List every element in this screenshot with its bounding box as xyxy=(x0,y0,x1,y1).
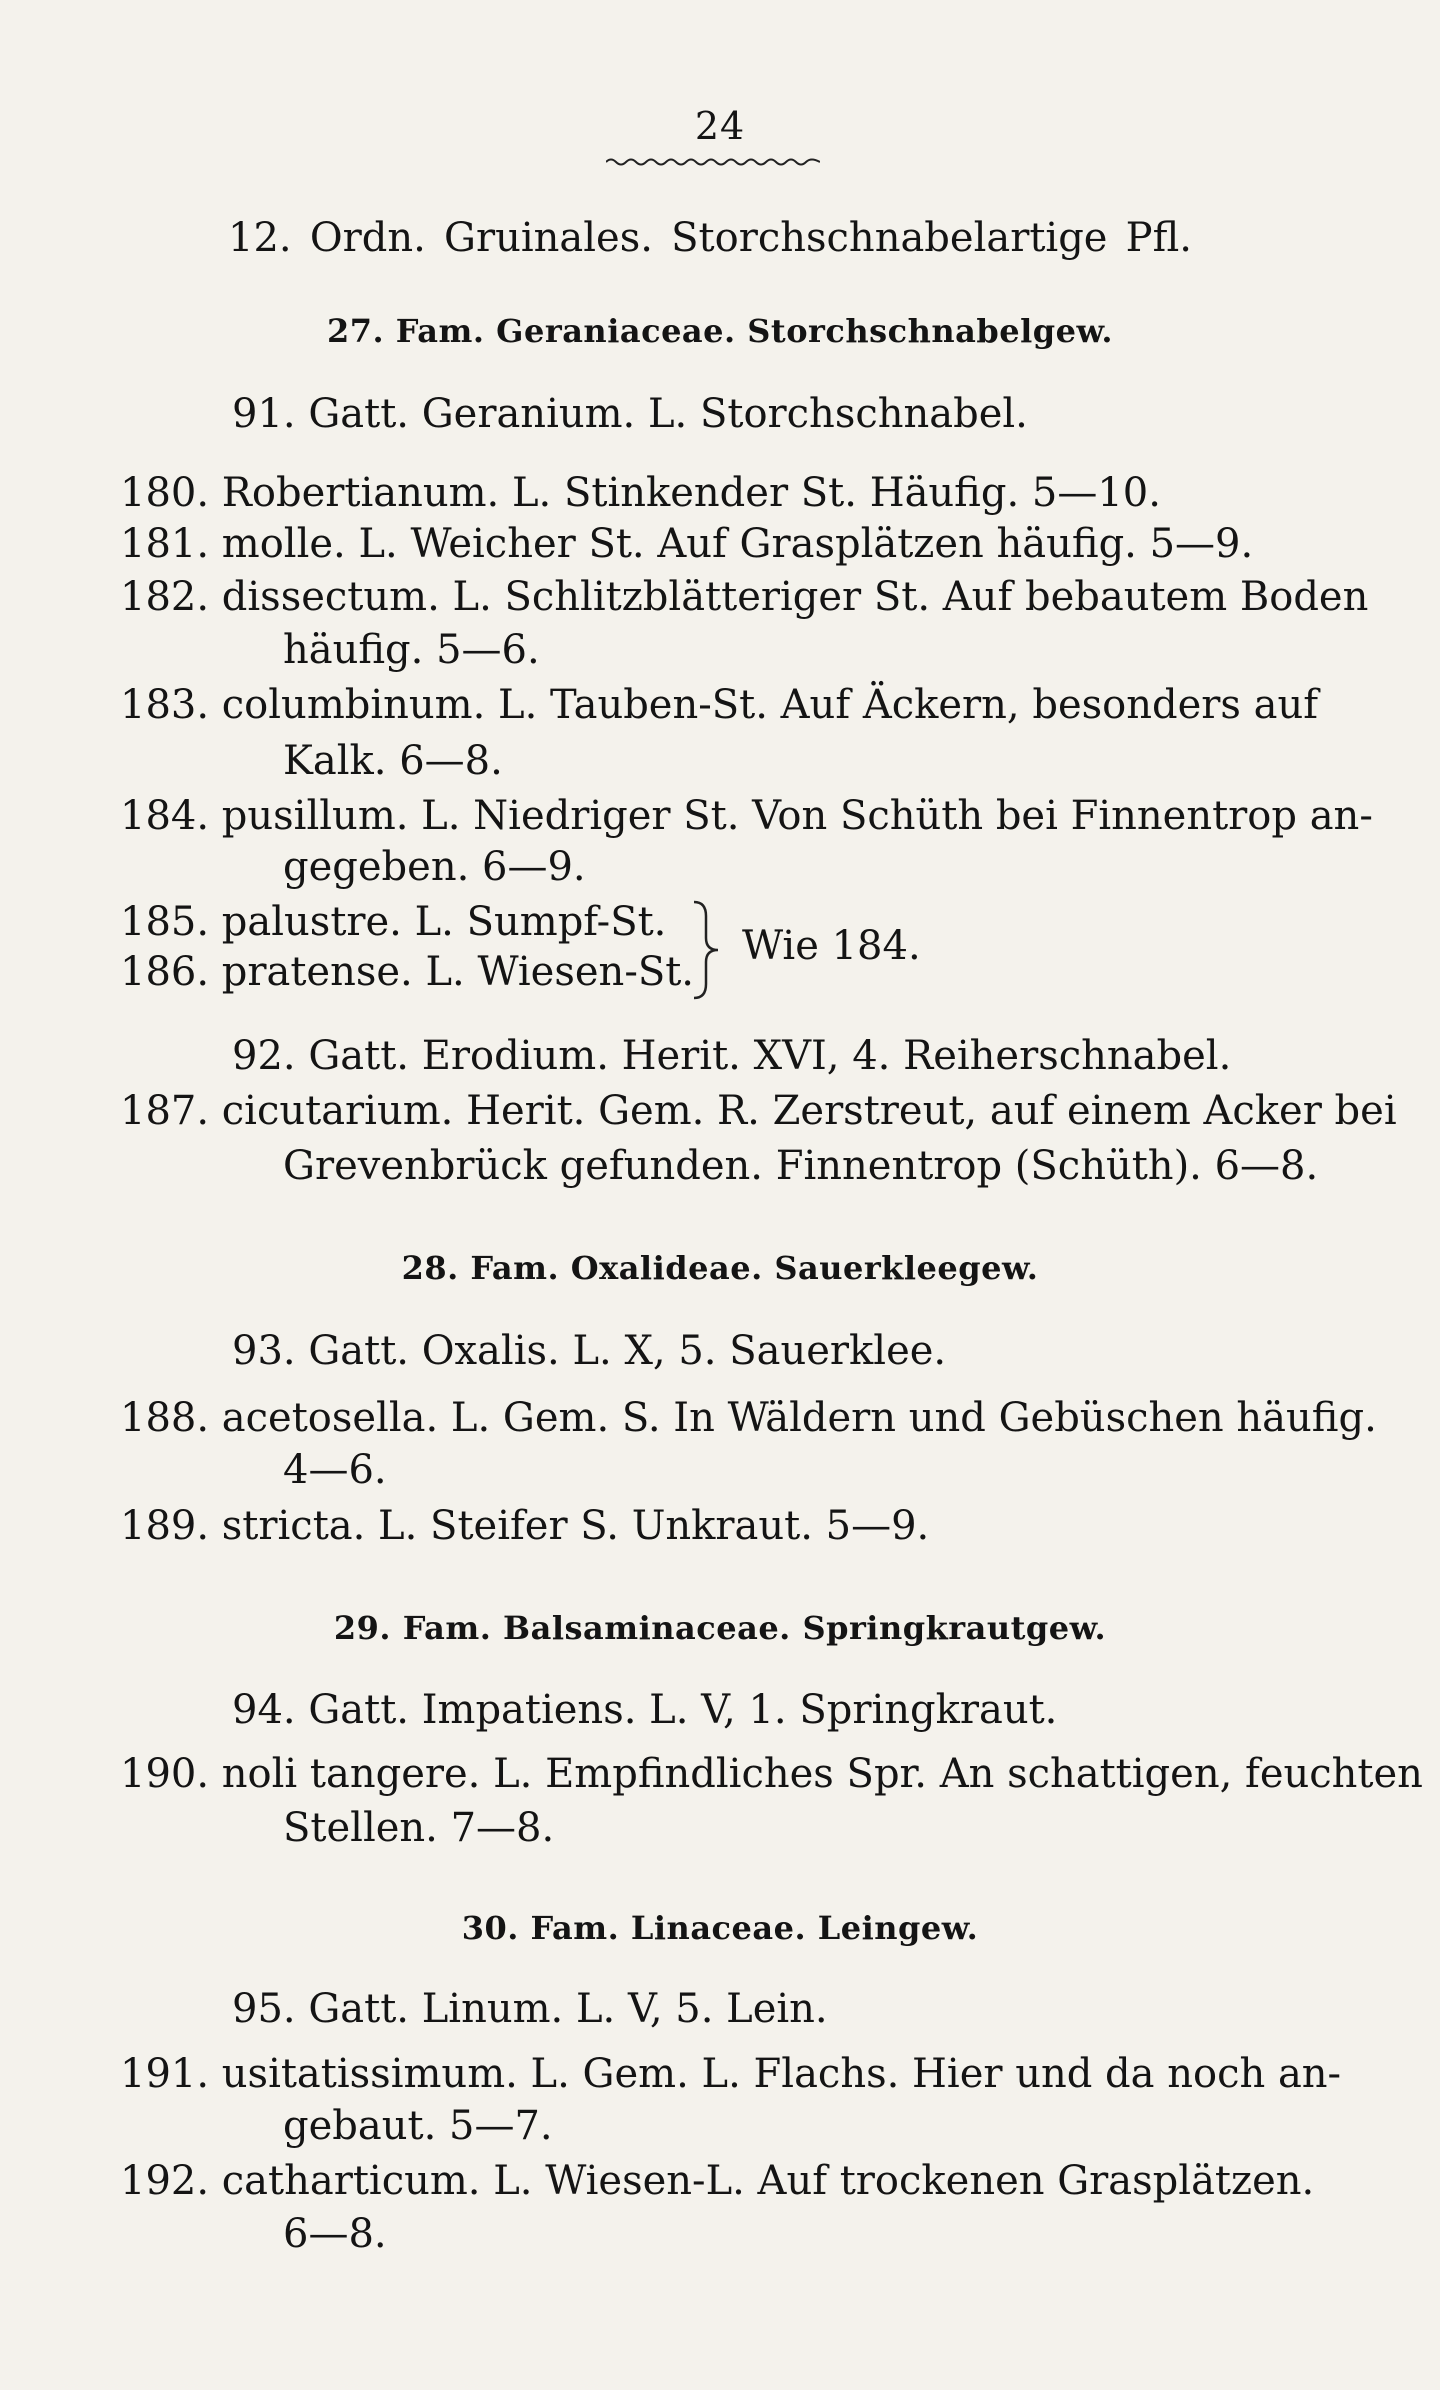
species-entry: 181. molle. L. Weicher St. Auf Grasplätzen häufig. 5—9. xyxy=(120,521,1254,567)
family-heading: 29. Fam. Balsaminaceae. Springkrautgew. xyxy=(333,1609,1107,1647)
species-continuation: gebaut. 5—7. xyxy=(283,2103,553,2149)
species-continuation: 4—6. xyxy=(283,1447,387,1493)
species-continuation: Grevenbrück gefunden. Finnentrop (Schüth). 6—8. xyxy=(283,1143,1319,1189)
species-entry: 191. usitatissimum. L. Gem. L. Flachs. Hier und da noch an- xyxy=(120,2051,1342,2097)
species-entry: 184. pusillum. L. Niedriger St. Von Schüth bei Finnentrop an- xyxy=(120,793,1373,839)
genus-line: 91. Gatt. Geranium. L. Storchschnabel. xyxy=(232,391,1028,437)
page-number: 24 xyxy=(694,104,746,148)
species-entry: 180. Robertianum. L. Stinkender St. Häufig. 5—10. xyxy=(120,470,1161,516)
species-entry: 188. acetosella. L. Gem. S. In Wäldern und Gebüschen häufig. xyxy=(120,1395,1377,1441)
genus-line: 95. Gatt. Linum. L. V, 5. Lein. xyxy=(232,1986,828,2032)
page-number-rule xyxy=(606,156,820,168)
genus-line: 93. Gatt. Oxalis. L. X, 5. Sauerklee. xyxy=(232,1328,947,1374)
genus-line: 94. Gatt. Impatiens. L. V, 1. Springkraut. xyxy=(232,1687,1058,1733)
genus-line: 92. Gatt. Erodium. Herit. XVI, 4. Reiherschnabel. xyxy=(232,1033,1232,1079)
species-entry: 186. pratense. L. Wiesen-St. xyxy=(120,949,695,995)
curly-brace-icon xyxy=(690,898,724,1002)
species-continuation: Stellen. 7—8. xyxy=(283,1805,555,1851)
species-entry: 190. noli tangere. L. Empfindliches Spr. An schattigen, feuchten xyxy=(120,1751,1423,1797)
order-heading: 12. Ordn. Gruinales. Storchschnabelartige Pfl. xyxy=(228,215,1192,261)
species-entry: 182. dissectum. L. Schlitzblätteriger St. Auf bebautem Boden xyxy=(120,574,1369,620)
species-continuation: häufig. 5—6. xyxy=(283,627,540,673)
cross-reference-note: Wie 184. xyxy=(742,923,921,969)
species-entry: 185. palustre. L. Sumpf-St. xyxy=(120,899,667,945)
family-heading: 27. Fam. Geraniaceae. Storchschnabelgew. xyxy=(326,312,1113,350)
species-continuation: Kalk. 6—8. xyxy=(283,738,503,784)
species-continuation: gegeben. 6—9. xyxy=(283,844,586,890)
species-continuation: 6—8. xyxy=(283,2211,387,2257)
species-entry: 189. stricta. L. Steifer S. Unkraut. 5—9. xyxy=(120,1503,930,1549)
species-entry: 192. catharticum. L. Wiesen-L. Auf trockenen Grasplätzen. xyxy=(120,2158,1315,2204)
family-heading: 30. Fam. Linaceae. Leingew. xyxy=(461,1909,979,1947)
family-heading: 28. Fam. Oxalideae. Sauerkleegew. xyxy=(401,1249,1039,1287)
species-entry: 187. cicutarium. Herit. Gem. R. Zerstreut, auf einem Acker bei xyxy=(120,1088,1397,1134)
species-entry: 183. columbinum. L. Tauben-St. Auf Äckern, besonders auf xyxy=(120,682,1319,728)
